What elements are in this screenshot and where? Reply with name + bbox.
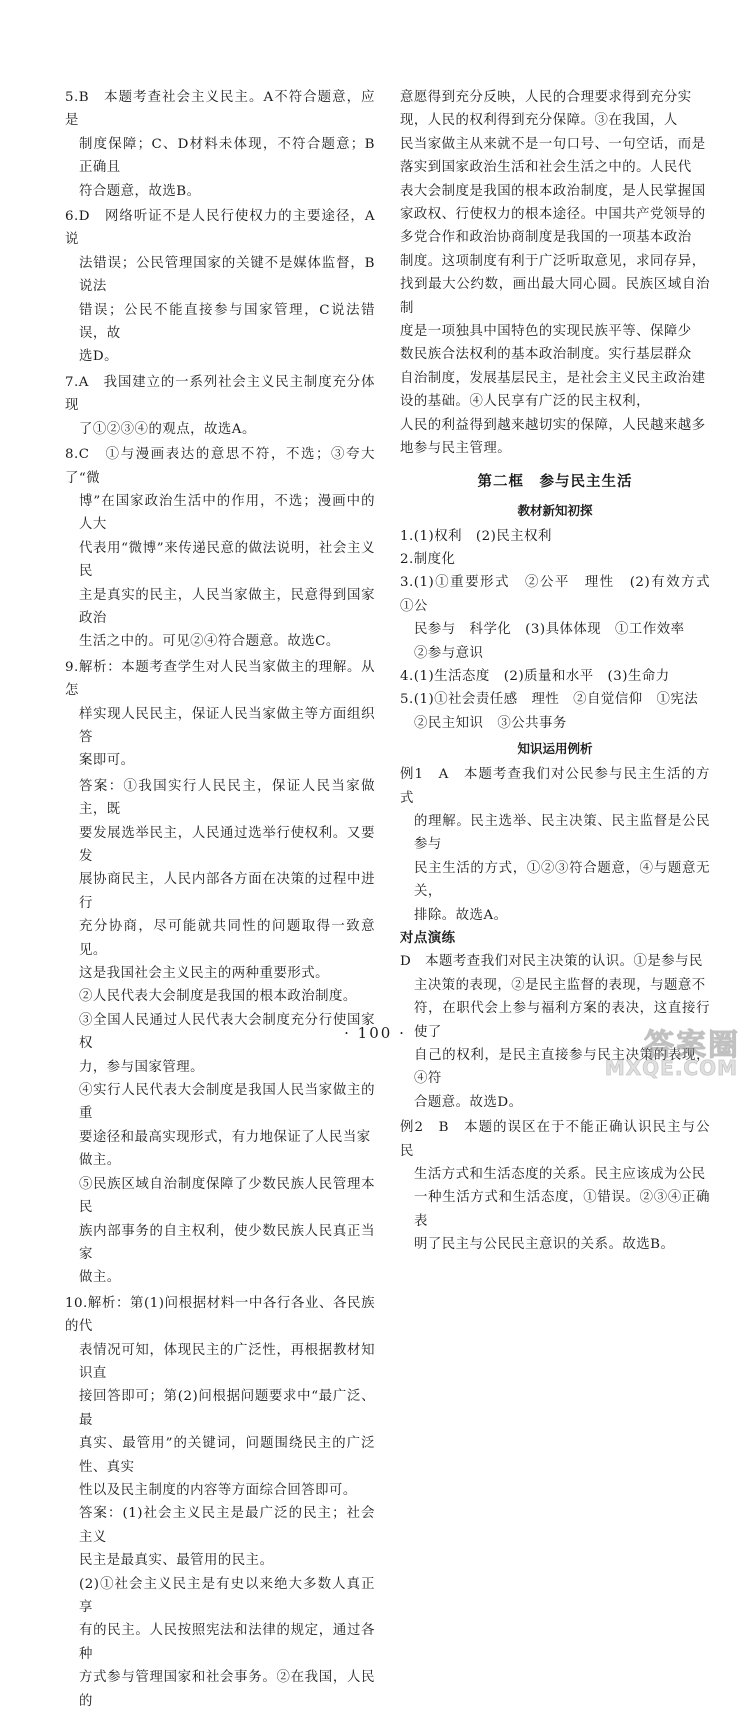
right-line: 表大会制度是我国的根本政治制度，是人民掌握国 bbox=[400, 183, 706, 199]
right-line: 2.制度化 bbox=[400, 551, 456, 567]
left-line: ②人民代表大会制度是我国的根本政治制度。 bbox=[79, 989, 357, 1005]
left-line: 充分协商，尽可能就共同性的问题取得一致意见。 bbox=[79, 919, 375, 958]
section-title: 第二框 参与民主生活 bbox=[477, 473, 633, 490]
right-line: 4.(1)生活态度 (2)质量和水平 (3)生命力 bbox=[400, 668, 670, 684]
left-line: 做主。 bbox=[79, 1270, 121, 1286]
left-line: 法错误；公民管理国家的关键不是媒体监督，B说法 bbox=[79, 255, 375, 295]
page-number: · 100 · bbox=[344, 1024, 406, 1042]
right-line: 找到最大公约数，画出最大同心圆。民族区域自治制 bbox=[400, 277, 710, 316]
right-line: 地参与民主管理。 bbox=[400, 441, 512, 457]
subsection-title-application: 知识运用例析 bbox=[517, 741, 593, 757]
right-line: 生活方式和生活态度的关系。民主应该成为公民 bbox=[414, 1167, 706, 1183]
right-line: 自治制度，发展基层民主，是社会主义民主政治建 bbox=[400, 370, 706, 386]
right-line: 例1 A 本题考查我们对公民参与民主生活的方式 bbox=[400, 767, 710, 806]
left-line: 要发展选举民主，人民通过选举行使权利。又要发 bbox=[79, 825, 375, 864]
left-line: 生活之中的。可见②④符合题意。故选C。 bbox=[79, 634, 340, 650]
right-line: 自己的权利，是民主直接参与民主决策的表现，④符 bbox=[414, 1048, 710, 1087]
right-line: 设的基础。④人民享有广泛的民主权利， bbox=[400, 394, 651, 410]
watermark-logo bbox=[600, 1020, 740, 1082]
left-line: 选D。 bbox=[79, 349, 119, 365]
right-line: 的理解。民主选举、民主决策、民主监督是公民参与 bbox=[414, 813, 710, 853]
right-line: 数民族合法权利的基本政治制度。实行基层群众 bbox=[400, 347, 692, 363]
right-line: 明了民主与公民民主意识的关系。故选B。 bbox=[414, 1237, 675, 1253]
watermark-url: MXQE.COM bbox=[604, 1056, 738, 1080]
left-line: 主是真实的民主，人民当家做主，民意得到国家政治 bbox=[79, 587, 375, 626]
left-line: 9.解析：本题考查学生对人民当家做主的理解。从怎 bbox=[65, 659, 375, 699]
practice-heading: 对点演练 bbox=[400, 931, 456, 946]
left-line: 10.解析：第(1)问根据材料一中各行各业、各民族的代 bbox=[65, 1295, 375, 1335]
left-line: ⑤民族区域自治制度保障了少数民族人民管理本民 bbox=[79, 1176, 375, 1216]
left-line: ④实行人民代表大会制度是我国人民当家做主的重 bbox=[79, 1083, 375, 1122]
left-line: ③全国人民通过人民代表大会制度充分行使国家权 bbox=[79, 1012, 375, 1052]
right-line: 度是一项独具中国特色的实现民族平等、保障少 bbox=[400, 324, 692, 340]
left-line: 8.C ①与漫画表达的意思不符，不选；③夸大了“微 bbox=[65, 447, 375, 486]
right-line: 3.(1)①重要形式 ②公平 理性 (2)有效方式 ①公 bbox=[400, 575, 724, 614]
left-line: 5.B 本题考查社会主义民主。A不符合题意，应是 bbox=[65, 90, 375, 129]
right-line: 5.(1)①社会责任感 理性 ②自觉信仰 ①宪法 bbox=[400, 692, 699, 708]
left-line: 符合题意，故选B。 bbox=[79, 183, 201, 199]
right-line: D 本题考查我们对民主决策的认识。①是参与民 bbox=[400, 954, 703, 970]
right-line: 符，在职代会上参与福利方案的表决，这直接行使了 bbox=[414, 1001, 710, 1040]
left-line: 力，参与国家管理。 bbox=[79, 1059, 205, 1075]
right-line: 排除。故选A。 bbox=[414, 907, 508, 923]
subsection-title-new-knowledge: 教材新知初探 bbox=[517, 502, 593, 518]
left-line: 族内部事务的自主权利，使少数民族人民真正当家 bbox=[79, 1223, 375, 1262]
right-line: 家政权、行使权力的根本途径。中国共产党领导的 bbox=[400, 207, 706, 223]
left-line: (2)①社会主义民主是有史以来绝大多数人真正享 bbox=[79, 1576, 375, 1615]
left-line: 错误；公民不能直接参与国家管理，C说法错误，故 bbox=[79, 302, 375, 342]
right-line: 制度。这项制度有利于广泛听取意见，求同存异， bbox=[400, 253, 706, 269]
watermark-text: 答案圈 bbox=[644, 1028, 740, 1063]
right-line: 意愿得到充分反映，人民的合理要求得到充分实 bbox=[400, 90, 692, 105]
left-line: 方式参与管理国家和社会事务。②在我国，人民的 bbox=[79, 1670, 375, 1709]
left-line: 做主。 bbox=[79, 1153, 121, 1169]
right-line: 一种生活方式和生活态度，①错误。②③④正确表 bbox=[414, 1190, 710, 1229]
right-line: 合题意。故选D。 bbox=[414, 1094, 523, 1110]
left-line: 6.D 网络听证不是人民行使权力的主要途径，A说 bbox=[65, 209, 375, 248]
left-line: 性以及民主制度的内容等方面综合回答即可。 bbox=[79, 1482, 357, 1498]
left-line: 了①②③④的观点，故选A。 bbox=[79, 421, 256, 437]
left-line: 展协商民主，人民内部各方面在决策的过程中进行 bbox=[79, 872, 375, 911]
right-line: 落实到国家政治生活和社会生活之中的。人民代 bbox=[400, 160, 692, 176]
left-line: 这是我国社会主义民主的两种重要形式。 bbox=[79, 966, 330, 982]
left-line: 真实、最管用”的关键词，问题围绕民主的广泛性、真实 bbox=[79, 1436, 375, 1475]
left-line: 制度保障；C、D材料未体现，不符合题意；B正确且 bbox=[79, 136, 375, 176]
right-line: 例2 B 本题的误区在于不能正确认识民主与公民 bbox=[400, 1120, 710, 1159]
right-line: 主决策的表现，②是民主监督的表现，与题意不 bbox=[414, 977, 706, 993]
right-line: 现，人民的权利得到充分保障。③在我国，人 bbox=[400, 113, 678, 129]
right-line: ②民主知识 ③公共事务 bbox=[414, 715, 567, 731]
left-line: 博”在国家政治生活中的作用，不选；漫画中的人大 bbox=[79, 493, 375, 533]
right-line: ②参与意识 bbox=[414, 645, 484, 661]
left-line: 要途径和最高实现形式，有力地保证了人民当家 bbox=[79, 1129, 371, 1145]
left-line: 7.A 我国建立的一系列社会主义民主制度充分体现 bbox=[65, 374, 375, 414]
right-line: 民主生活的方式，①②③符合题意，④与题意无关， bbox=[414, 860, 710, 900]
right-line: 多党合作和政治协商制度是我国的一项基本政治 bbox=[400, 230, 692, 246]
left-line: 表情况可知，体现民主的广泛性，再根据教材知识直 bbox=[79, 1342, 375, 1381]
right-line: 民当家做主从来就不是一句口号、一句空话，而是 bbox=[400, 136, 706, 152]
right-line: 人民的利益得到越来越切实的保障，人民越来越多 bbox=[400, 417, 706, 433]
left-line: 答案：①我国实行人民民主，保证人民当家做主，既 bbox=[79, 778, 375, 818]
left-line: 有的民主。人民按照宪法和法律的规定，通过各种 bbox=[79, 1623, 375, 1662]
left-column bbox=[65, 86, 375, 1713]
left-line: 答案：(1)社会主义民主是最广泛的民主；社会主义 bbox=[79, 1506, 375, 1545]
left-line: 样实现人民民主，保证人民当家做主等方面组织答 bbox=[79, 706, 375, 745]
left-line: 接回答即可；第(2)问根据问题要求中“最广泛、最 bbox=[79, 1389, 375, 1428]
left-line: 代表用“微博”来传递民意的做法说明，社会主义民 bbox=[79, 540, 375, 580]
right-line: 民参与 科学化 (3)具体体现 ①工作效率 bbox=[414, 622, 685, 638]
left-line: 民主是最真实、最管用的民主。 bbox=[79, 1553, 274, 1569]
left-line: 案即可。 bbox=[79, 753, 135, 769]
right-line: 1.(1)权利 (2)民主权利 bbox=[400, 528, 552, 544]
